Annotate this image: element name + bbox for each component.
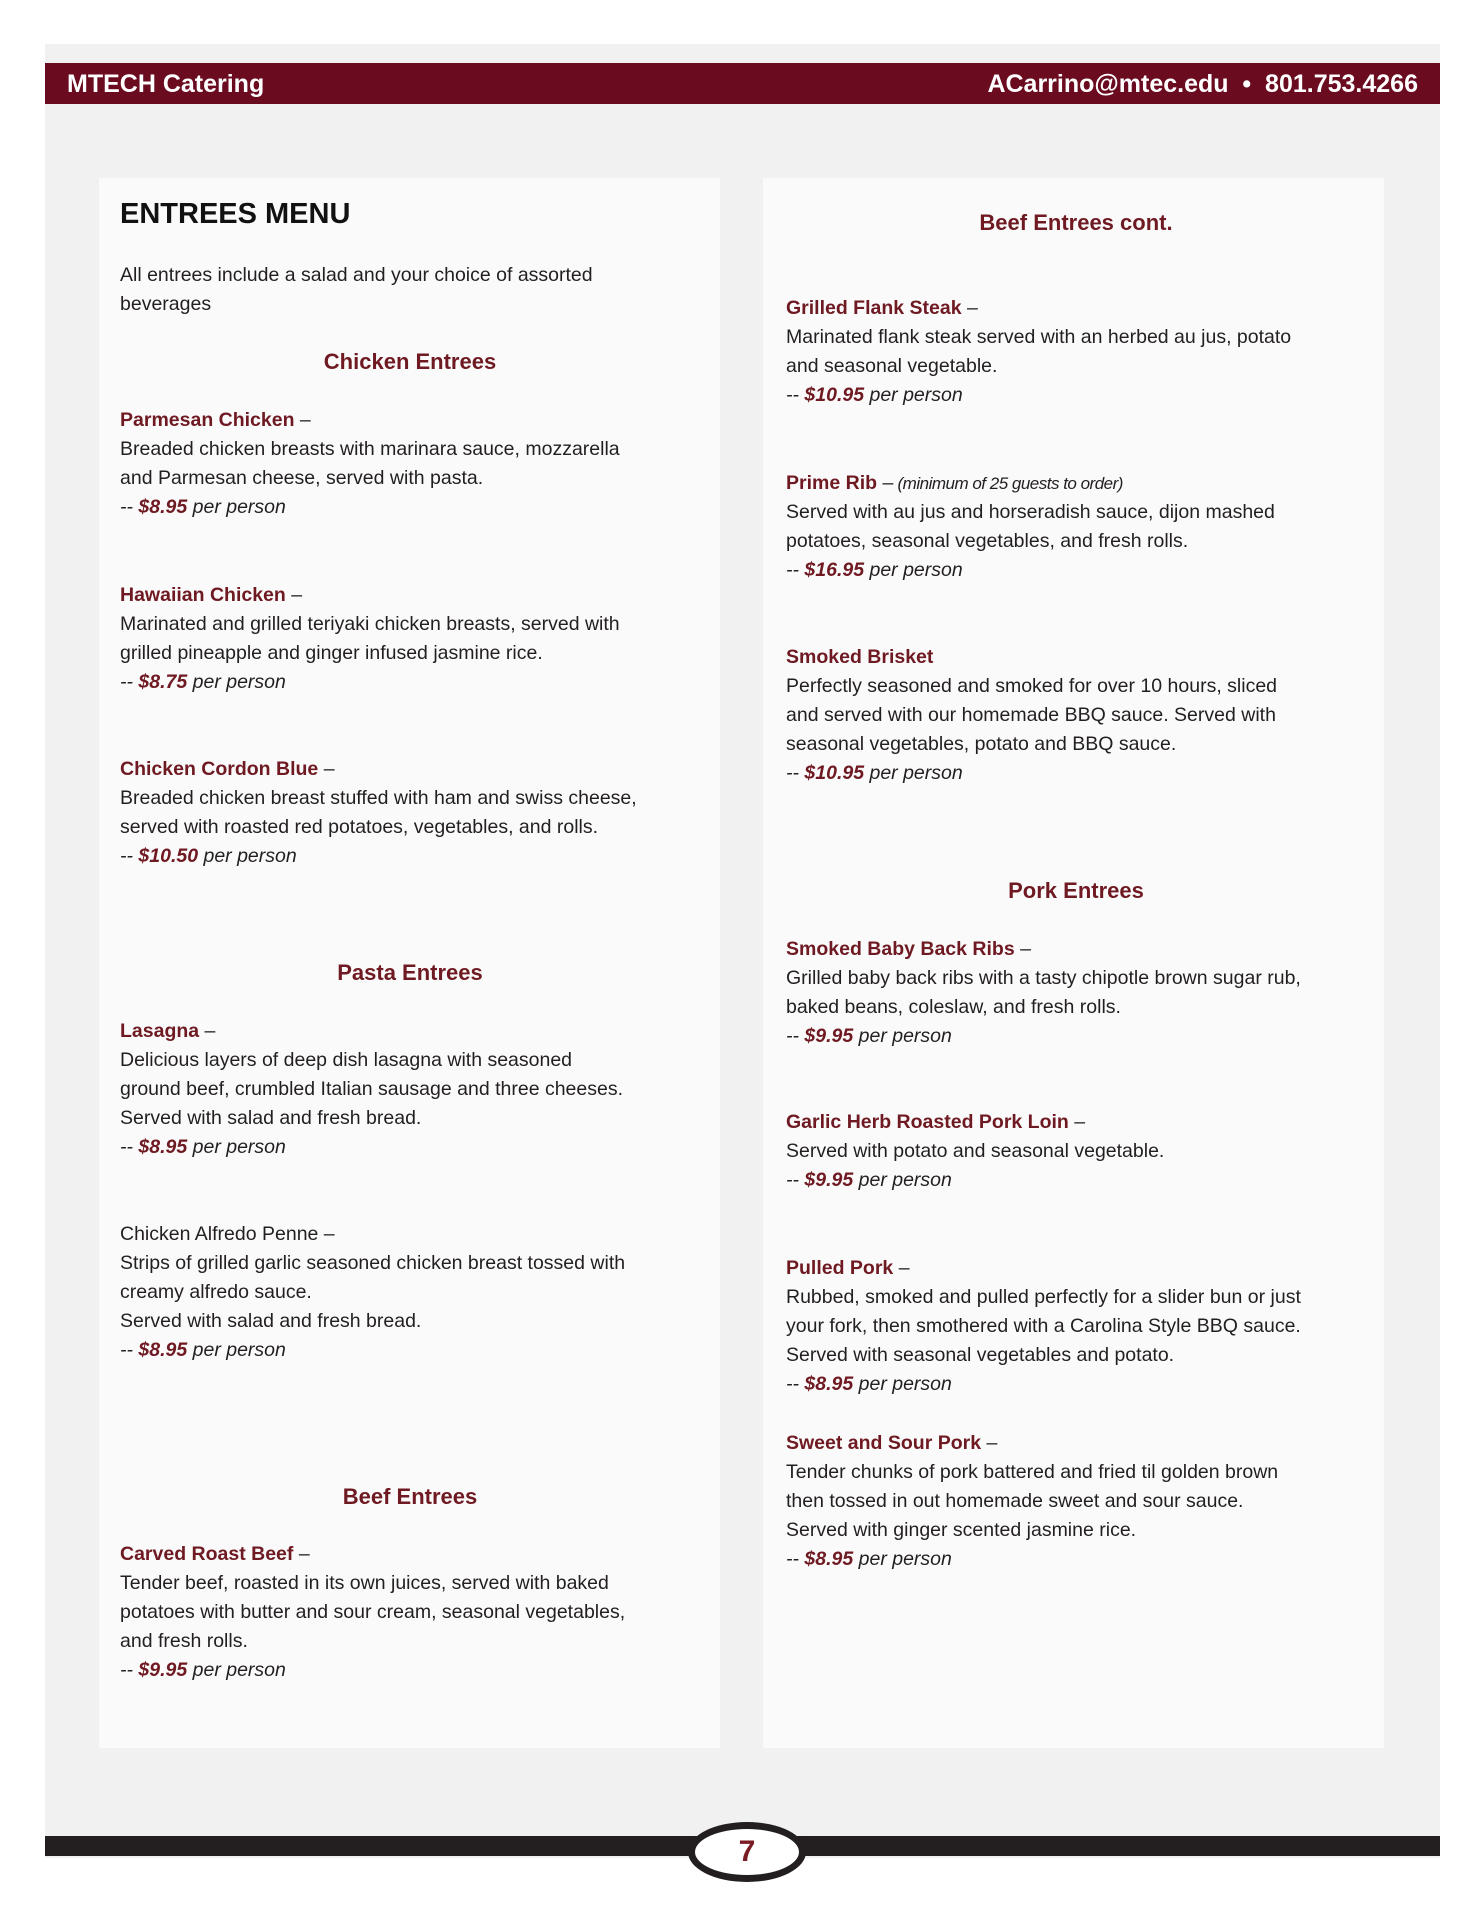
intro-text xyxy=(120,261,710,319)
price-prefix: -- xyxy=(786,1169,805,1191)
item-description-line: and seasonal vegetable. xyxy=(786,355,998,377)
price-prefix: -- xyxy=(120,1659,139,1681)
price-value: $9.95 xyxy=(804,1025,854,1047)
item-title xyxy=(120,1540,710,1569)
price-value: $10.95 xyxy=(804,384,865,406)
item-description-line: ground beef, crumbled Italian sausage and three cheeses. xyxy=(120,1078,624,1100)
price-value: $9.95 xyxy=(804,1169,854,1191)
item-description-line: Served with salad and fresh bread. xyxy=(120,1310,422,1332)
price-value: $10.95 xyxy=(804,762,865,784)
item-dash: – xyxy=(285,584,303,606)
item-name: Smoked Baby Back Ribs xyxy=(786,938,1015,960)
item-description-line: Tender chunks of pork battered and fried til golden brown xyxy=(786,1461,1279,1483)
header-bar xyxy=(45,63,1440,104)
item-price xyxy=(120,493,710,522)
item-title xyxy=(120,755,710,784)
page-title: ENTREES MENU xyxy=(120,198,351,230)
item-description-line: Grilled baby back ribs with a tasty chipotle brown sugar rub, xyxy=(786,967,1301,989)
price-prefix: -- xyxy=(120,845,139,867)
item-dash: – xyxy=(294,409,311,431)
price-suffix: per person xyxy=(198,845,297,867)
menu-item xyxy=(786,1108,1376,1195)
item-description-line: seasonal vegetables, potato and BBQ sauce. xyxy=(786,733,1177,755)
price-prefix: -- xyxy=(120,1136,139,1158)
contact-info: ACarrino@mtec.edu • 801.753.4266 xyxy=(987,70,1418,98)
item-title xyxy=(786,1429,1376,1458)
menu-item xyxy=(120,406,710,522)
price-prefix: -- xyxy=(786,762,805,784)
price-suffix: per person xyxy=(187,496,286,518)
menu-item xyxy=(120,1017,710,1162)
price-suffix: per person xyxy=(853,1373,952,1395)
section-heading-chicken: Chicken Entrees xyxy=(323,349,497,374)
intro-line: All entrees include a salad and your choice of assorted xyxy=(120,264,593,286)
page-number: 7 xyxy=(688,1822,806,1882)
item-description-line: served with roasted red potatoes, vegetables, and rolls. xyxy=(120,816,599,838)
menu-item xyxy=(786,935,1376,1051)
item-description-line: then tossed in out homemade sweet and sour sauce. xyxy=(786,1490,1244,1512)
item-price xyxy=(786,381,1376,410)
item-description-line: grilled pineapple and ginger infused jasmine rice. xyxy=(120,642,543,664)
item-description-line: potatoes, seasonal vegetables, and fresh rolls. xyxy=(786,530,1189,552)
item-price xyxy=(120,1656,710,1685)
item-dash: – xyxy=(293,1543,310,1565)
item-description-line: Served with au jus and horseradish sauce, dijon mashed xyxy=(786,501,1275,523)
item-title xyxy=(786,469,1376,498)
price-suffix: per person xyxy=(187,1659,286,1681)
section-heading-pork: Pork Entrees xyxy=(1008,878,1144,903)
price-prefix: -- xyxy=(120,496,139,518)
item-description-line: baked beans, coleslaw, and fresh rolls. xyxy=(786,996,1121,1018)
item-dash: – xyxy=(199,1020,216,1042)
item-dash: – xyxy=(1068,1111,1086,1133)
price-prefix: -- xyxy=(786,1373,805,1395)
price-value: $8.75 xyxy=(138,671,188,693)
menu-item xyxy=(786,469,1376,585)
price-prefix: -- xyxy=(786,384,805,406)
item-description-line: and fresh rolls. xyxy=(120,1630,248,1652)
item-description-line: Perfectly seasoned and smoked for over 10 hours, sliced xyxy=(786,675,1278,697)
price-value: $9.95 xyxy=(138,1659,188,1681)
item-title xyxy=(786,643,1376,672)
item-description-line: Served with ginger scented jasmine rice. xyxy=(786,1519,1137,1541)
item-price xyxy=(786,1370,1376,1399)
price-suffix: per person xyxy=(864,384,963,406)
item-title xyxy=(120,1017,710,1046)
price-value: $8.95 xyxy=(804,1373,854,1395)
item-price xyxy=(786,759,1376,788)
item-title xyxy=(786,294,1376,323)
item-name: Parmesan Chicken xyxy=(120,409,295,431)
price-value: $8.95 xyxy=(804,1548,854,1570)
item-description-line: creamy alfredo sauce. xyxy=(120,1281,312,1303)
price-suffix: per person xyxy=(864,559,963,581)
price-value: $16.95 xyxy=(804,559,865,581)
item-name: Carved Roast Beef xyxy=(120,1543,294,1565)
item-description-line: Strips of grilled garlic seasoned chicken breast tossed with xyxy=(120,1252,626,1274)
item-dash: – xyxy=(981,1432,998,1454)
item-description-line: Delicious layers of deep dish lasagna with seasoned xyxy=(120,1049,573,1071)
price-value: $8.95 xyxy=(138,1339,188,1361)
section-heading-beef-cont: Beef Entrees cont. xyxy=(979,210,1173,235)
item-name: Chicken Cordon Blue xyxy=(120,758,319,780)
intro-line: beverages xyxy=(120,293,212,315)
price-suffix: per person xyxy=(187,671,286,693)
item-name: Grilled Flank Steak xyxy=(786,297,962,319)
item-title xyxy=(120,406,710,435)
price-suffix: per person xyxy=(187,1136,286,1158)
item-name: Sweet and Sour Pork xyxy=(786,1432,982,1454)
item-title xyxy=(786,935,1376,964)
item-price xyxy=(120,668,710,697)
item-description-line: Marinated and grilled teriyaki chicken breasts, served with xyxy=(120,613,620,635)
item-price xyxy=(786,556,1376,585)
item-name: Lasagna xyxy=(120,1020,200,1042)
menu-item xyxy=(120,1220,710,1365)
item-dash: – xyxy=(318,1223,335,1245)
item-dash: – xyxy=(893,1257,910,1279)
item-name: Prime Rib xyxy=(786,472,878,494)
price-value: $8.95 xyxy=(138,496,188,518)
item-title xyxy=(120,1220,710,1249)
item-title xyxy=(120,581,710,610)
menu-item xyxy=(120,1540,710,1685)
item-description-line: Served with potato and seasonal vegetable. xyxy=(786,1140,1165,1162)
menu-item xyxy=(786,1254,1376,1399)
menu-item xyxy=(120,755,710,871)
item-description-line: Breaded chicken breast stuffed with ham and swiss cheese, xyxy=(120,787,637,809)
item-price xyxy=(120,1336,710,1365)
price-prefix: -- xyxy=(786,559,805,581)
item-dash: – xyxy=(961,297,978,319)
item-dash: – xyxy=(877,472,894,494)
item-name: Pulled Pork xyxy=(786,1257,894,1279)
brand-name: MTECH Catering xyxy=(67,70,265,98)
menu-item xyxy=(120,581,710,697)
item-price xyxy=(120,1133,710,1162)
price-prefix: -- xyxy=(786,1025,805,1047)
item-title xyxy=(786,1108,1376,1137)
item-description-line: Marinated flank steak served with an herbed au jus, potato xyxy=(786,326,1292,348)
item-title xyxy=(786,1254,1376,1283)
item-dash: – xyxy=(1014,938,1031,960)
item-price xyxy=(786,1166,1376,1195)
item-description-line: Rubbed, smoked and pulled perfectly for a slider bun or just xyxy=(786,1286,1301,1308)
section-heading-beef: Beef Entrees xyxy=(342,1484,478,1509)
price-value: $8.95 xyxy=(138,1136,188,1158)
menu-item xyxy=(786,643,1376,788)
price-prefix: -- xyxy=(786,1548,805,1570)
price-suffix: per person xyxy=(853,1169,952,1191)
item-description-line: potatoes with butter and sour cream, seasonal vegetables, xyxy=(120,1601,626,1623)
item-name: Hawaiian Chicken xyxy=(120,584,286,606)
item-price xyxy=(786,1022,1376,1051)
item-note: (minimum of 25 guests to order) xyxy=(893,474,1123,493)
item-description-line: your fork, then smothered with a Carolina Style BBQ sauce. xyxy=(786,1315,1301,1337)
price-prefix: -- xyxy=(120,671,139,693)
item-name: Chicken Alfredo Penne xyxy=(120,1223,319,1245)
price-suffix: per person xyxy=(853,1025,952,1047)
item-name: Garlic Herb Roasted Pork Loin xyxy=(786,1111,1069,1133)
price-suffix: per person xyxy=(864,762,963,784)
price-value: $10.50 xyxy=(138,845,199,867)
item-description-line: and served with our homemade BBQ sauce. Served with xyxy=(786,704,1276,726)
price-suffix: per person xyxy=(187,1339,286,1361)
item-dash: – xyxy=(318,758,335,780)
item-description-line: and Parmesan cheese, served with pasta. xyxy=(120,467,484,489)
item-description-line: Tender beef, roasted in its own juices, served with baked xyxy=(120,1572,609,1594)
item-description-line: Breaded chicken breasts with marinara sauce, mozzarella xyxy=(120,438,620,460)
section-heading-pasta: Pasta Entrees xyxy=(337,960,483,985)
item-description-line: Served with salad and fresh bread. xyxy=(120,1107,422,1129)
item-name: Smoked Brisket xyxy=(786,646,934,668)
item-price xyxy=(120,842,710,871)
item-price xyxy=(786,1545,1376,1574)
menu-item xyxy=(786,1429,1376,1574)
price-prefix: -- xyxy=(120,1339,139,1361)
menu-item xyxy=(786,294,1376,410)
item-description-line: Served with seasonal vegetables and potato. xyxy=(786,1344,1175,1366)
price-suffix: per person xyxy=(853,1548,952,1570)
